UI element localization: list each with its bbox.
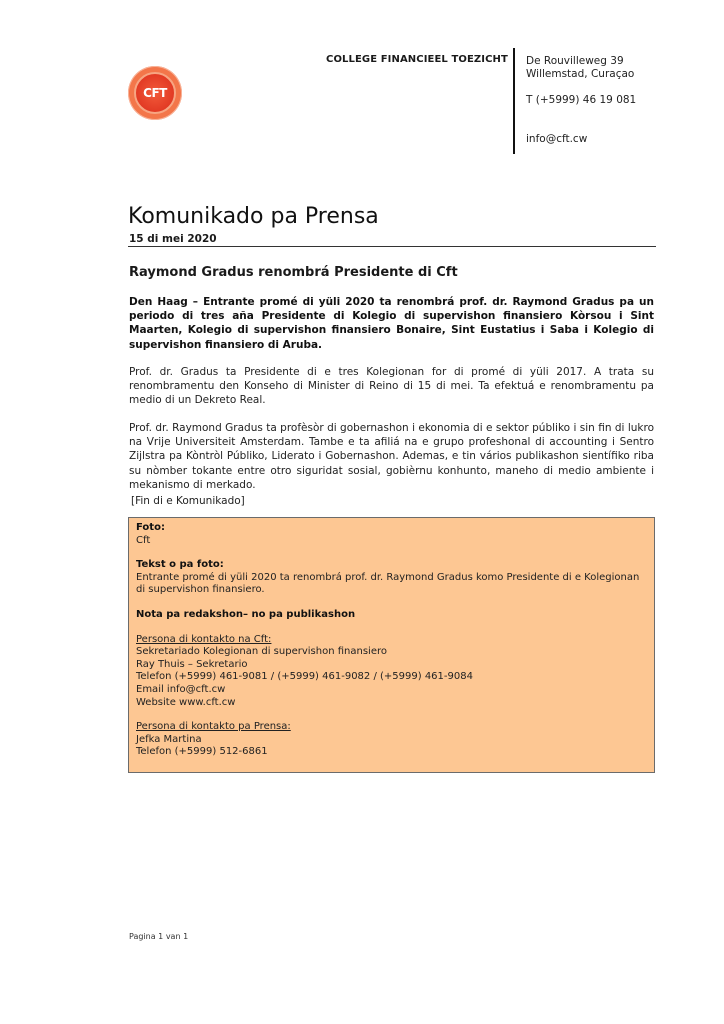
cft-contact-heading: Persona di kontakto na Cft: <box>136 633 272 645</box>
lead-paragraph: Den Haag – Entrante promé di yüli 2020 ta renombrá prof. dr. Raymond Gradus pa un periodo di tres aña Presidente di Kolegio di supervishon finansiero Kòrsou i Sint Maarten, Kolegio di supervishon finansiero Bonaire, Sint Eustatius i Saba i Kolegio di supervishon finansiero di Aruba. <box>129 296 654 351</box>
header-email[interactable]: info@cft.cw <box>526 133 588 145</box>
editor-note: Nota pa redakshon– no pa publikashon <box>136 608 356 620</box>
press-contact-heading: Persona di kontakto pa Prensa: <box>136 721 291 733</box>
page-number: Pagina 1 van 1 <box>129 932 189 941</box>
paragraph-3: Prof. dr. Raymond Gradus ta profèsòr di gobernashon i ekonomia di e sektor públiko i sin fin di lukro na Vrije Universiteit Amsterdam. Tambe e ta afiliá na e grupo profeshonal di accounting i Sentro Zijlstra pa Kòntròl Públiko, Liderato i Gobernashon. Ademas, e tin vários publikashon sientífiko riba su nòmber tokante entre otro siguridat sosial, gobièrnu konhunto, maneho di medio ambiente i mekanismo di merkado. <box>129 422 654 491</box>
cft-contact-line: Telefon (+5999) 461-9081 / (+5999) 461-9082 / (+5999) 461-9084 <box>136 671 473 683</box>
cft-logo-text: CFT <box>134 72 176 114</box>
release-date: 15 di mei 2020 <box>129 233 217 245</box>
cft-contact-email[interactable]: Email info@cft.cw <box>136 683 226 695</box>
title-divider <box>128 246 656 247</box>
caption-label: Tekst o pa foto: <box>136 559 224 571</box>
end-note: [Fin di e Komunikado] <box>131 495 245 507</box>
paragraph-2: Prof. dr. Gradus ta Presidente di e tres Kolegionan for di promé di yüli 2017. A trata su renombramentu den Konseho di Minister di Reino di 15 di mei. Ta efektuá e renombramentu pa medio di un Dekreto Real. <box>129 366 654 407</box>
organization-name: COLLEGE FINANCIEEL TOEZICHT <box>326 54 508 65</box>
address-line-1: De Rouvilleweg 39 <box>526 55 624 67</box>
press-info-box <box>128 517 655 773</box>
photo-value: Cft <box>136 534 151 546</box>
headline: Raymond Gradus renombrá Presidente di Cft <box>129 265 458 280</box>
cft-contact-line: Sekretariado Kolegionan di supervishon finansiero <box>136 646 387 658</box>
address-line-2: Willemstad, Curaçao <box>526 68 635 80</box>
header-divider <box>513 48 515 154</box>
cft-contact-line: Ray Thuis – Sekretario <box>136 658 248 670</box>
caption-text: Entrante promé di yüli 2020 ta renombrá prof. dr. Raymond Gradus komo Presidente di e Kolegionan di supervishon finansiero. <box>136 571 640 596</box>
cft-logo <box>128 66 182 120</box>
cft-contact-website[interactable]: Website www.cft.cw <box>136 696 236 708</box>
header-phone: T (+5999) 46 19 081 <box>526 94 637 106</box>
press-contact-line: Jefka Martina <box>136 733 202 745</box>
press-contact-line: Telefon (+5999) 512-6861 <box>136 746 268 758</box>
photo-label: Foto: <box>136 522 165 533</box>
page-title: Komunikado pa Prensa <box>128 204 379 229</box>
